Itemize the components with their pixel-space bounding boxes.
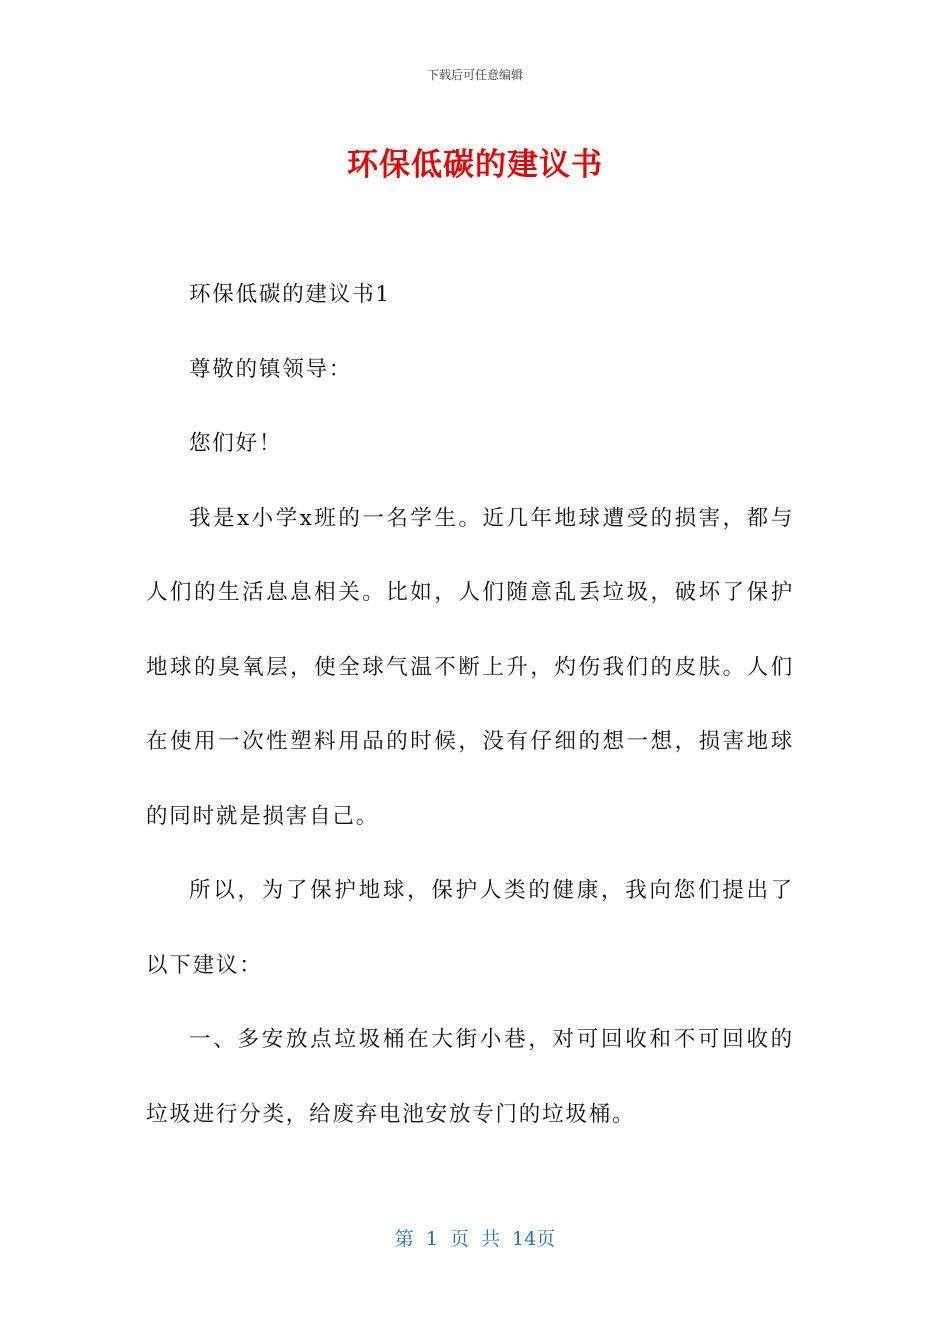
footer-current-page: 1 [425, 1228, 438, 1250]
footer-prefix: 第 [394, 1228, 414, 1250]
paragraph-salutation: 尊敬的镇领导： [189, 356, 353, 382]
paragraph-heading: 环保低碳的建议书1 [189, 282, 391, 307]
paragraph-greeting: 您们好！ [189, 431, 283, 456]
paragraph-proposal-lead: 所以，为了保护地球，保护人类的健康，我向您们提出了以下建议： [146, 878, 794, 978]
footer-suffix: 页 [536, 1228, 556, 1250]
page-header-note: 下载后可任意编辑 [426, 68, 523, 82]
paragraph-intro: 我是x小学x班的一名学生。近几年地球遭受的损害，都与人们的生活息息相关。比如，人们随意乱丢垃圾，破坏了保护地球的臭氧层，使全球气温不断上升，灼伤我们的皮肤。人们在使用一次性塑料用品的时候，没有仔细的想一想，损害地球的同时就是损害自己。 [146, 505, 794, 829]
document-body [146, 258, 794, 1152]
footer-total-pages: 14 [512, 1228, 537, 1250]
page-footer [0, 1226, 950, 1252]
document-title: 环保低碳的建议书 [347, 147, 603, 183]
paragraph-suggestion-1: 一、多安放点垃圾桶在大街小巷，对可回收和不可回收的垃圾进行分类，给废弃电池安放专门的垃圾桶。 [146, 1027, 794, 1127]
footer-middle: 页 共 [449, 1228, 500, 1250]
